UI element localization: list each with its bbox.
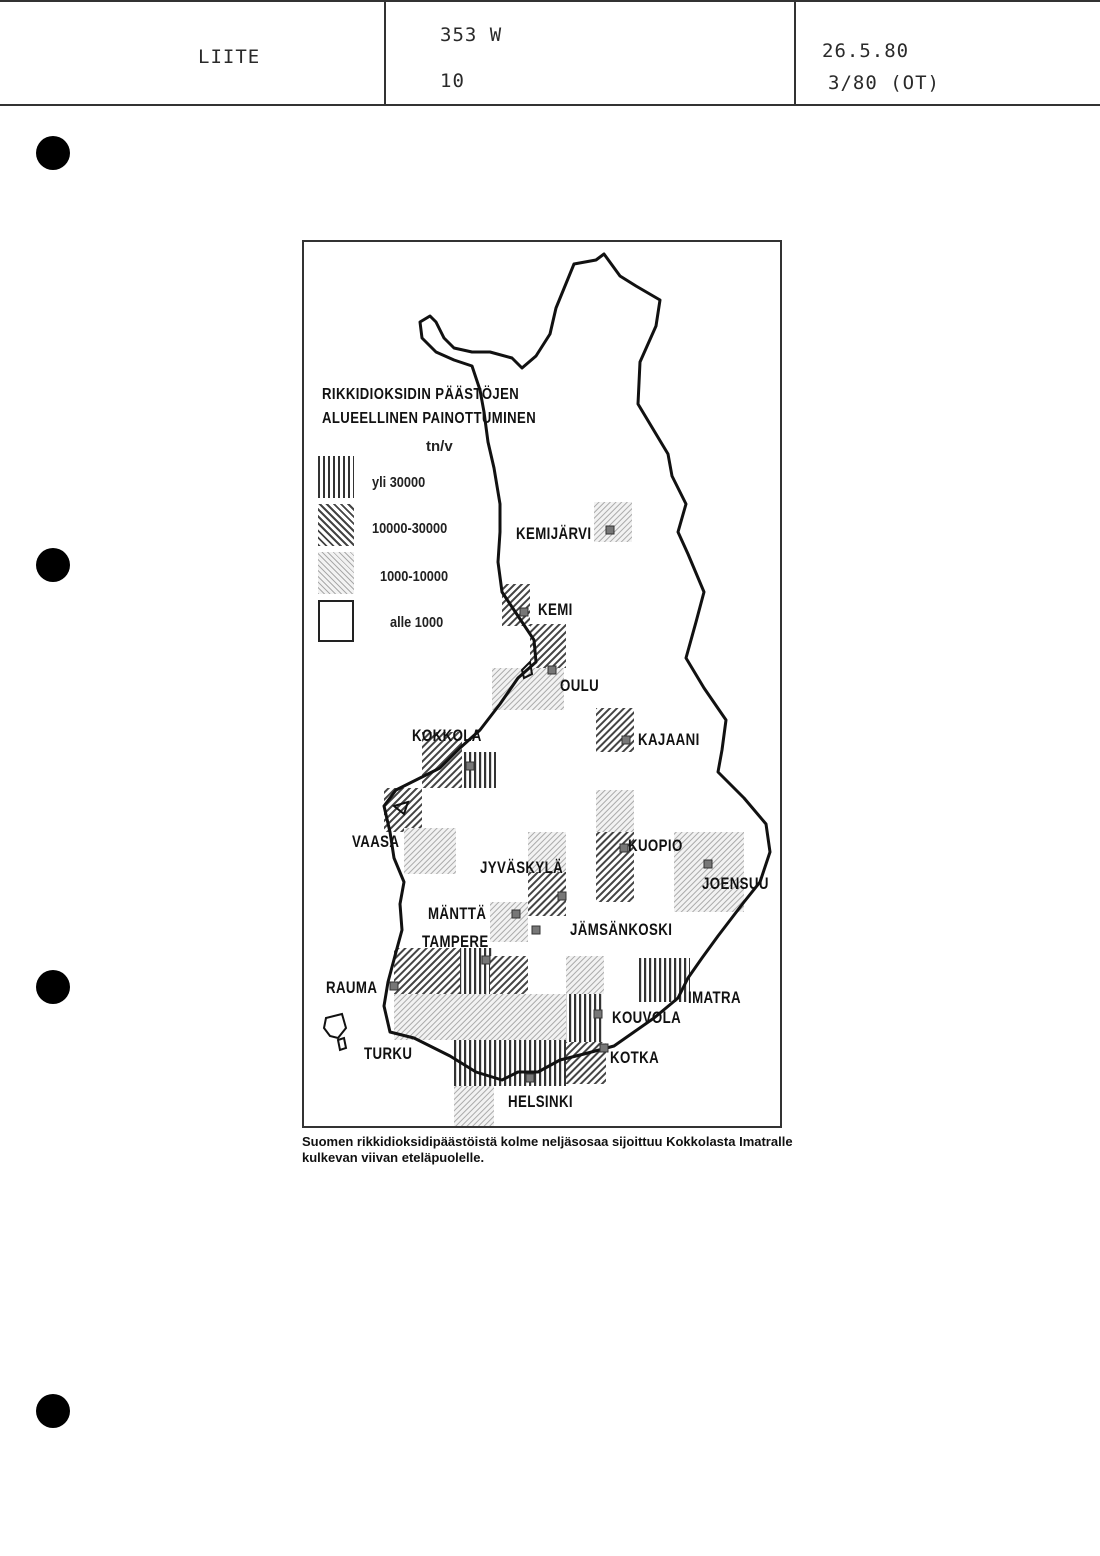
header-code: 353 W — [440, 24, 503, 46]
city-label-kemijarvi: KEMIJÄRVI — [516, 524, 592, 543]
aland-islands — [324, 1014, 346, 1038]
city-label-kokkola: KOKKOLA — [412, 726, 482, 745]
city-label-oulu: OULU — [560, 676, 600, 695]
city-label-kuopio: KUOPIO — [628, 836, 683, 855]
punch-hole — [36, 970, 70, 1004]
header-cell-code — [386, 2, 796, 106]
city-label-rauma: RAUMA — [326, 978, 378, 997]
map-caption: Suomen rikkidioksidipäästöistä kolme neljäsosaa sijoittuu Kokkolasta Imatralle kulkevan viivan eteläpuolelle. — [302, 1134, 793, 1165]
header-cell-date — [796, 2, 1098, 106]
city-label-mantta: MÄNTTÄ — [428, 904, 487, 923]
punch-hole — [36, 136, 70, 170]
header-label: LIITE — [198, 46, 261, 68]
legend-label: 1000-10000 — [380, 568, 449, 585]
city-label-tampere: TAMPERE — [422, 932, 489, 951]
city-label-kotka: KOTKA — [610, 1048, 660, 1067]
aland-islet — [338, 1038, 346, 1050]
city-label-kemi: KEMI — [538, 600, 573, 619]
legend-label: yli 30000 — [372, 474, 426, 491]
legend-title-line1: RIKKIDIOKSIDIN PÄÄSTÖJEN — [322, 386, 520, 403]
legend-swatch-vertical — [318, 456, 354, 498]
city-label-joensuu: JOENSUU — [702, 874, 769, 893]
city-label-helsinki: HELSINKI — [508, 1092, 574, 1111]
punch-hole — [36, 1394, 70, 1428]
city-label-vaasa: VAASA — [352, 832, 400, 851]
emission-areas — [384, 502, 744, 1126]
legend-swatch-light-diagonal — [318, 552, 354, 594]
header-cell-label — [0, 2, 386, 106]
map-figure — [302, 240, 782, 1128]
city-label-turku: TURKU — [364, 1044, 413, 1063]
city-label-jamsankoski: JÄMSÄNKOSKI — [570, 920, 673, 939]
legend-label: alle 1000 — [390, 614, 444, 631]
legend-swatch-empty — [318, 600, 354, 642]
header-number: 10 — [440, 70, 465, 92]
city-label-imatra: IMATRA — [688, 988, 741, 1007]
legend-label: 10000-30000 — [372, 520, 448, 537]
document-header — [0, 0, 1100, 106]
city-label-jyvaskyla: JYVÄSKYLÄ — [480, 858, 564, 877]
header-ref: 3/80 (OT) — [828, 72, 940, 94]
legend-title-line2: ALUEELLINEN PAINOTTUMINEN — [322, 410, 537, 427]
city-label-kouvola: KOUVOLA — [612, 1008, 682, 1027]
punch-hole — [36, 548, 70, 582]
legend-unit: tn/v — [426, 438, 453, 455]
legend-swatch-dense-diagonal — [318, 504, 354, 546]
city-label-kajaani: KAJAANI — [638, 730, 700, 749]
header-date: 26.5.80 — [822, 40, 910, 62]
